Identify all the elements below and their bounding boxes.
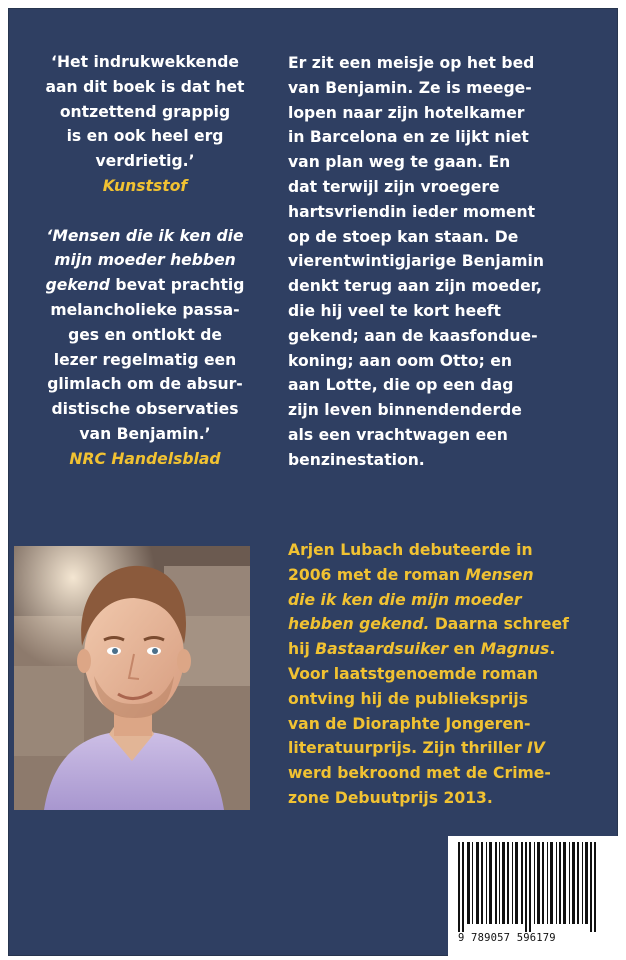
isbn-number: 9 789057 596179 [458,932,556,944]
blurb-line: zijn leven binnendenderde [288,401,522,420]
bio-line [288,563,598,588]
review-quotes [20,50,270,496]
bio-text: literatuurprijs. Zijn thriller [288,739,527,758]
quote-line: distische observaties [51,400,239,419]
quote-line: lezer regelmatig een [53,350,237,369]
author-bio [288,538,598,811]
quote-source: Kunststof [102,176,188,195]
bio-text: hij [288,640,316,659]
quote-line: glimlach om de absur- [47,375,243,394]
blurb-line: koning; aan oom Otto; en [288,351,512,370]
quote-text: bevat prachtig [109,276,245,295]
blurb-line: in Barcelona en ze lijkt niet [288,128,529,147]
quote-line: van Benjamin.’ [79,424,211,443]
blurb-line: dat terwijl zijn vroegere [288,177,500,196]
blurb-line: op de stoep kan staan. De [288,227,519,246]
quote-nrc [20,224,270,472]
bio-line: zone Debuutprijs 2013. [288,788,493,807]
quote-line: verdrietig.’ [95,152,195,171]
quote-line: ‘Mensen die ik ken die [46,226,244,245]
bio-line [288,637,598,662]
bio-line [288,736,598,761]
book-title: IV [526,739,545,758]
quote-line [20,273,270,298]
book-title: die ik ken die mijn moeder [288,590,522,609]
quote-source: NRC Handelsblad [69,449,221,468]
bio-line: van de Dioraphte Jongeren- [288,714,531,733]
blurb-line: als een vrachtwagen een [288,425,508,444]
quote-line: melancholieke passa- [50,300,240,319]
bio-text: en [448,640,481,659]
quote-line: is en ook heel erg [66,127,224,146]
bio-text: . [549,640,556,659]
blurb-line: Er zit een meisje op het bed [288,54,535,72]
bio-line: werd bekroond met de Crime- [288,764,551,783]
book-title: Bastaardsuiker [315,640,449,659]
blurb-line: van Benjamin. Ze is meege- [288,78,532,97]
quote-line: ontzettend grappig [59,102,231,121]
blurb-line: hartsvriendin ieder moment [288,202,536,221]
book-title: hebben gekend. [288,615,430,634]
bio-text: 2006 met de roman [288,565,466,584]
quote-line: aan dit boek is dat het [45,77,245,96]
blurb-line: vierentwintigjarige Benjamin [288,252,544,271]
blurb-line: die hij veel te kort heeft [288,301,502,320]
bio-text: Daarna schreef [429,615,569,634]
bio-line: Voor laatstgenoemde roman [288,664,539,683]
blurb-line: lopen naar zijn hotelkamer [288,103,525,122]
blurb-line: gekend; aan de kaasfondue- [288,326,538,345]
book-title: Magnus [480,640,550,659]
blurb-line: denkt terug aan zijn moeder, [288,277,542,296]
book-blurb [288,51,598,473]
quote-line: ges en ontlokt de [68,325,222,344]
quote-line: ‘Het indrukwekkende [51,53,239,71]
bio-line: Arjen Lubach debuteerde in [288,541,533,559]
blurb-line: aan Lotte, die op een dag [288,376,514,395]
bio-line: ontving hij de publieksprijs [288,689,529,708]
author-photo [14,546,250,810]
quote-line: mijn moeder hebben [54,251,236,270]
blurb-line: benzinestation. [288,450,425,469]
blurb-line: van plan weg te gaan. En [288,153,511,172]
quote-kunststof [20,50,270,199]
author-portrait-image [14,546,250,810]
bio-line [288,612,598,637]
book-title: Mensen [465,565,534,584]
book-title: gekend [45,276,110,295]
